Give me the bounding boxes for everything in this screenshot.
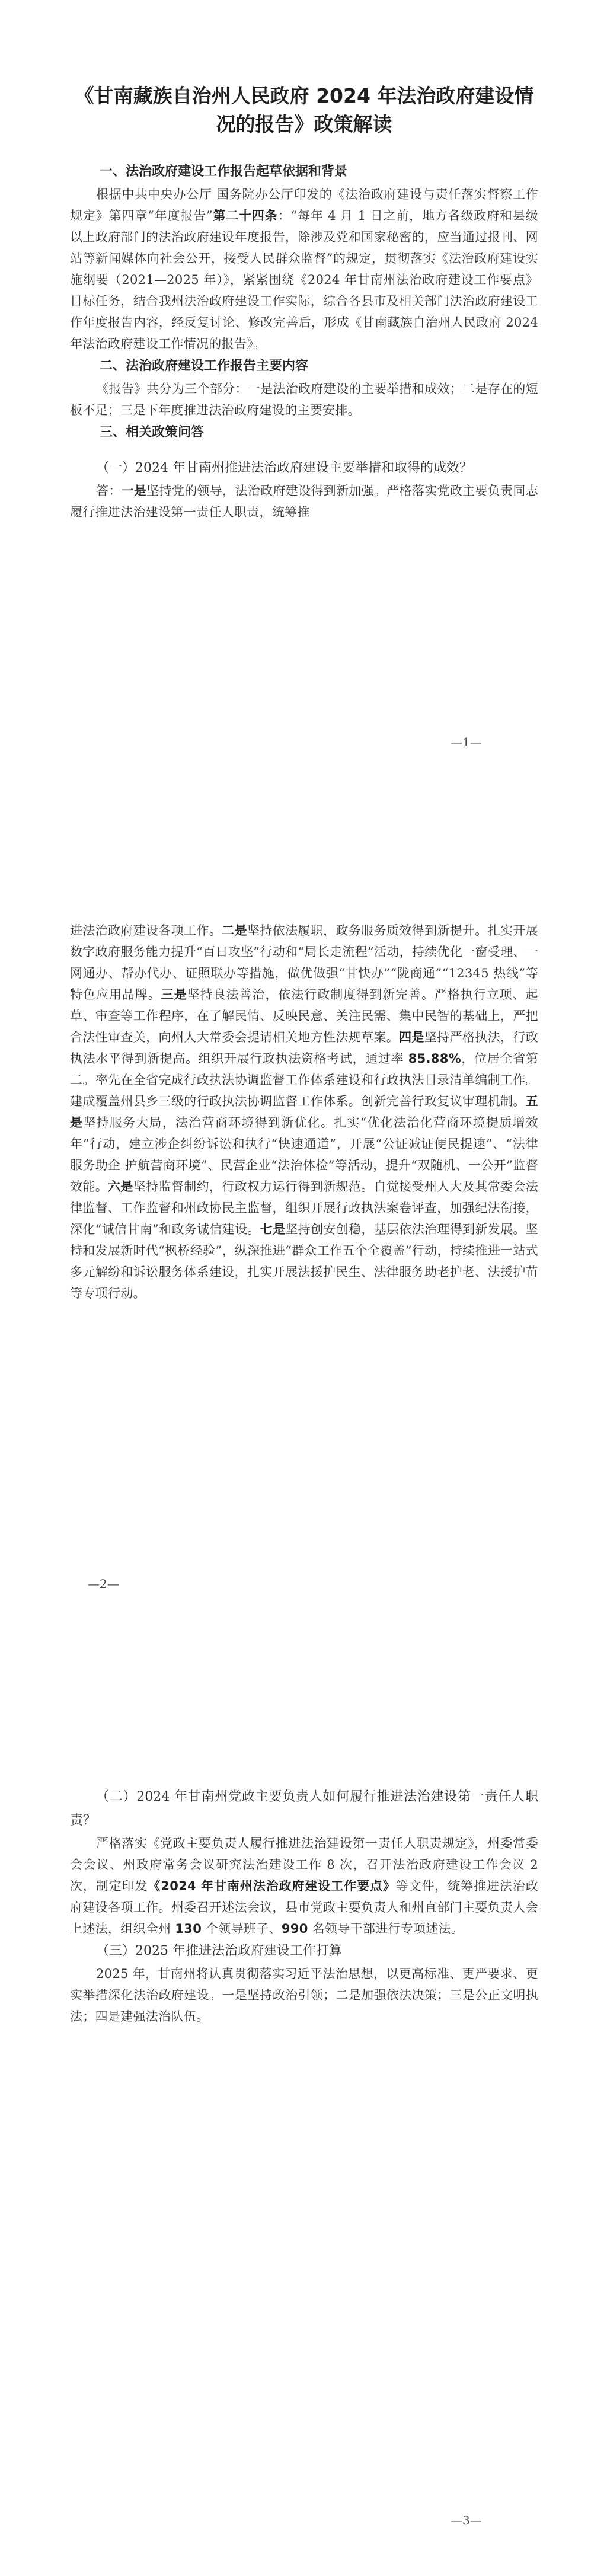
question-1: （一）2024 年甘南州推进法治政府建设主要举措和取得的成效？ — [96, 461, 472, 475]
page-1-content — [70, 82, 538, 523]
answer-1-label: 答： — [96, 484, 122, 498]
cadres-count: 990 — [281, 1922, 308, 1936]
section-1-text-a: 根据中共中央办公厅 国务院办公厅印发的《法治政府建设与责任落实督察工作规定》第四章“年度报告” — [70, 187, 538, 223]
point-2-marker: 二是 — [222, 923, 247, 938]
point-1-text: 坚持党的领导，法治政府建设得到新加强。严格落实党政主要负责同志履行推进法治建设第一责任人职责，统筹推 — [70, 484, 539, 519]
point-3-text: 坚持良法善治，依法行政制度得到新完善。严格执行立项、起草、审查等工作程序，在了解民情、反映民意、关注民需、集中民智的基础上，严把合法性审查关，向州人大常委会提请相关地方性法规草案。 — [70, 987, 538, 1044]
point-1-text-cont: 进法治政府建设各项工作。 — [70, 923, 222, 938]
answer-3: 2025 年，甘南州将认真贯彻落实习近平法治思想，以更高标准、更严要求、更实举措深化法治政府建设。一是坚持政治引领；二是加强依法决策；三是公正文明执法；四是建强法治队伍。 — [70, 1967, 538, 2024]
section-2-heading: 二、法治政府建设工作报告主要内容 — [100, 359, 309, 373]
section-1-text-c: ：“每年 4 月 1 日之前，地方各级政府和县级以上政府部门的法治政府建设年度报告，除涉及党和国家秘密的，应当通过报刊、网站等新闻媒体向社会公开，接受人民群众监督”的规定，贯彻落实《法治政府建设实施纲要（2021—2025 年）》，紧紧围绕《2024 年甘南州法治政府建设工作要点》目标任务，结合我州法治政府建设工作实际，综合各县市及相关部门法治政府建设工作年度报告内容，经反复讨论、修改完善后，形成《甘南藏族自治州人民政府 2024 年法治政府建设工作情况的报告》。 — [70, 209, 539, 351]
question-2: （二）2024 年甘南州党政主要负责人如何履行推进法治建设第一责任人职责？ — [70, 1789, 538, 1828]
point-5-text: 坚持服务大局，法治营商环境得到新优化。扎实“优化法治化营商环境提质增效年”行动，建立涉企纠纷诉讼和执行“快速通道”，开展“公证减证便民提速”、“法律服务助企 护航营商环境”、民营企业“法治体检”等活动，提升“双随机、一公开”监督效能。 — [70, 1116, 538, 1194]
point-6-marker: 六是 — [108, 1180, 133, 1194]
page-number-1: —1— — [451, 735, 482, 749]
point-1-marker: 一是 — [121, 484, 147, 498]
answer-2-text-d: 个领导班子、 — [202, 1922, 282, 1936]
page-number-3: —3— — [451, 2513, 482, 2527]
page-3 — [0, 1707, 607, 2576]
leadership-teams-count: 130 — [175, 1922, 202, 1936]
section-3-heading: 三、相关政策问答 — [100, 425, 205, 440]
work-points-doc: 《2024 年甘南州法治政府建设工作要点》 — [148, 1879, 396, 1893]
answer-1-continued — [70, 920, 538, 1304]
document-title: 《甘南藏族自治州人民政府 2024 年法治政府建设情况的报告》政策解读 — [74, 84, 534, 136]
point-4-text-cont: ，位居全省第二。率先在全省完成行政执法协调监督工作体系建设和行政执法目录清单编制工作。建成覆盖州县乡三级的行政执法协调监督工作体系。创新完善行政复议审理机制。 — [70, 1052, 538, 1108]
answer-2 — [70, 1833, 538, 1939]
answer-2-text-c: 等文件，统筹推进法治政府建设各项工作。州委召开述法会议，县市党政主要负责人和州直部门主要负责人会上述法，组织全州 — [70, 1879, 538, 1936]
point-3-marker: 三是 — [161, 987, 187, 1002]
article-24-label: 第二十四条 — [212, 209, 278, 223]
point-7-text: 坚持创安创稳，基层依法治理得到新发展。坚持和发展新时代“枫桥经验”，纵深推进“群众工作五个全覆盖”行动，持续推进一站式多元解纷和诉讼服务体系建设，扎实开展法援护民生、法律服务助老护老、法援护苗等专项行动。 — [70, 1222, 538, 1300]
section-2-paragraph: 《报告》共分为三个部分：一是法治政府建设的主要举措和成效；二是存在的短板不足；三是下年度推进法治政府建设的主要安排。 — [70, 382, 538, 417]
answer-1-start — [70, 480, 538, 523]
page-1 — [0, 0, 607, 842]
point-7-marker: 七是 — [260, 1222, 286, 1236]
pass-rate-value: 85.88% — [408, 1052, 461, 1066]
point-5-marker: 五是 — [70, 1094, 538, 1130]
point-4-marker: 四是 — [399, 1030, 424, 1044]
page-number-2: —2— — [88, 1577, 119, 1591]
section-1-paragraph — [70, 184, 538, 354]
page-2 — [0, 842, 607, 1707]
page-2-content — [70, 920, 538, 1304]
point-4-text: 坚持严格执法，行政执法水平得到新提高。组织开展行政执法资格考试，通过率 — [70, 1030, 538, 1066]
answer-2-text-a: 严格落实《党政主要负责人履行推进法治建设第一责任人职责规定》，州委常委会会议、州政府常务会议研究法治建设工作 8 次，召开法治政府建设工作会议 2 次，制定印发 — [70, 1836, 538, 1893]
section-1-heading: 一、法治政府建设工作报告起草依据和背景 — [100, 164, 348, 179]
page-3-content — [70, 1785, 538, 2027]
point-2-text: 坚持依法履职，政务服务质效得到新提升。扎实开展数字政府服务能力提升“百日攻坚”行动和“局长走流程”活动，持续优化一窗受理、一网通办、帮办代办、证照联办等措施，做优做强“甘快办”“陇商通”“12345 热线”等特色应用品牌。 — [70, 923, 538, 1002]
point-6-text: 坚持监督制约，行政权力运行得到新规范。自觉接受州人大及其常委会法律监督、工作监督和州政协民主监督，组织开展行政执法案卷评查，加强纪法衔接，深化“诚信甘南”和政务诚信建设。 — [70, 1180, 538, 1236]
question-3: （三）2025 年推进法治政府建设工作打算 — [96, 1944, 342, 1958]
answer-2-text-e: 名领导干部进行专项述法。 — [308, 1922, 464, 1936]
